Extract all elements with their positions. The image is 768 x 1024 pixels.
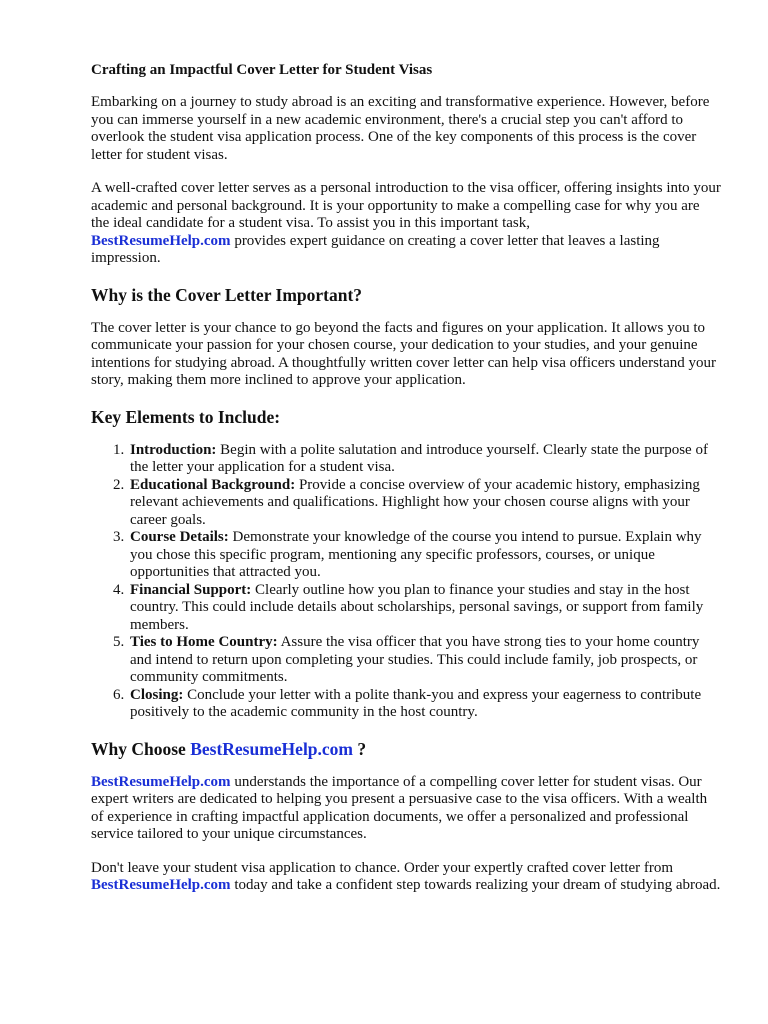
why-choose-bestresumehelp-link[interactable]: BestResumeHelp.com: [91, 773, 231, 790]
section-heading-key-elements: Key Elements to Include:: [91, 406, 281, 427]
list-item: [128, 529, 721, 582]
list-item-term: Introduction:: [130, 441, 217, 458]
list-item: [128, 634, 721, 687]
heading-bestresumehelp-link[interactable]: BestResumeHelp.com: [190, 738, 354, 759]
list-item: [128, 477, 721, 530]
list-item-text: Begin with a polite salutation and introduce yourself. Clearly state the purpose of the letter your application for a student visa.: [130, 441, 708, 475]
why-choose-paragraph: [91, 774, 721, 844]
closing-paragraph: [91, 860, 721, 895]
guidance-text-pre: A well-crafted cover letter serves as a personal introduction to the visa officer, offering insights into your academic and personal background. It is your opportunity to make a compelling case for why you are the ideal candidate for a student visa. To assist you in this important task,: [91, 180, 721, 231]
guidance-text-post: provides expert guidance on creating a cover letter that leaves a lasting impression.: [91, 232, 660, 266]
intro-paragraph: Embarking on a journey to study abroad is an exciting and transformative experience. However, before you can immerse yourself in a new academic environment, there's a crucial step you can't afford to overlook the student visa application process. One of the key components of this process is the cover letter for student visas.: [91, 94, 710, 163]
list-item-text: Demonstrate your knowledge of the course you intend to pursue. Explain why you chose this specific program, mentioning any specific professors, courses, or unique opportunities that attracted you.: [130, 529, 702, 580]
list-item: [128, 582, 721, 635]
list-item-text: Clearly outline how you plan to finance your studies and stay in the host country. This could include details about scholarships, personal savings, or support from family members.: [130, 581, 704, 633]
closing-text-pre: Don't leave your student visa application to chance. Order your expertly crafted cover letter from: [91, 859, 674, 876]
list-item-term: Course Details:: [130, 529, 229, 545]
list-item-term: Educational Background:: [130, 476, 296, 493]
why-choose-text-body: understands the importance of a compelling cover letter for student visas. Our expert writers are dedicated to helping you present a persuasive case to the visa officers. With a wealth of experience in crafting impactful application documents, we offer a personalized and professional service tailored to your unique circumstances.: [91, 773, 708, 842]
section-heading-importance: Why is the Cover Letter Important?: [91, 284, 363, 305]
list-item-text: Conclude your letter with a polite thank-you and express your eagerness to contribute positively to the academic community in the host country.: [130, 686, 702, 720]
document-body: [91, 61, 721, 911]
importance-paragraph: The cover letter is your chance to go beyond the facts and figures on your application. It allows you to communicate your passion for your chosen course, your dedication to your studies, and your genuine intentions for studying abroad. A thoughtfully written cover letter can help visa officers understand your story, making them more inclined to approve your application.: [91, 319, 716, 388]
list-item: [128, 442, 721, 477]
guidance-paragraph: [91, 180, 721, 268]
closing-bestresumehelp-link[interactable]: BestResumeHelp.com: [91, 877, 231, 893]
list-item: [128, 687, 721, 722]
closing-text-post: today and take a confident step towards realizing your dream of studying abroad.: [230, 877, 721, 893]
list-item-term: Ties to Home Country:: [130, 634, 278, 650]
why-choose-text: Why Choose: [91, 738, 191, 759]
section-heading-why-choose: [91, 738, 721, 760]
list-item-text: Assure the visa officer that you have strong ties to your home country and intend to return upon completing your studies. This could include family, job prospects, or community commitments.: [130, 634, 700, 685]
bestresumehelp-link[interactable]: BestResumeHelp.com: [91, 232, 231, 249]
key-elements-list: [91, 442, 721, 722]
document-title: Crafting an Impactful Cover Letter for Student Visas: [91, 62, 433, 78]
list-item-term: Closing:: [130, 686, 184, 703]
list-item-term: Financial Support:: [130, 581, 252, 598]
why-choose-question: ?: [353, 738, 367, 759]
list-item-text: Provide a concise overview of your academic history, emphasizing relevant achievements and qualifications. Highlight how your chosen course aligns with your career goals.: [130, 476, 700, 528]
